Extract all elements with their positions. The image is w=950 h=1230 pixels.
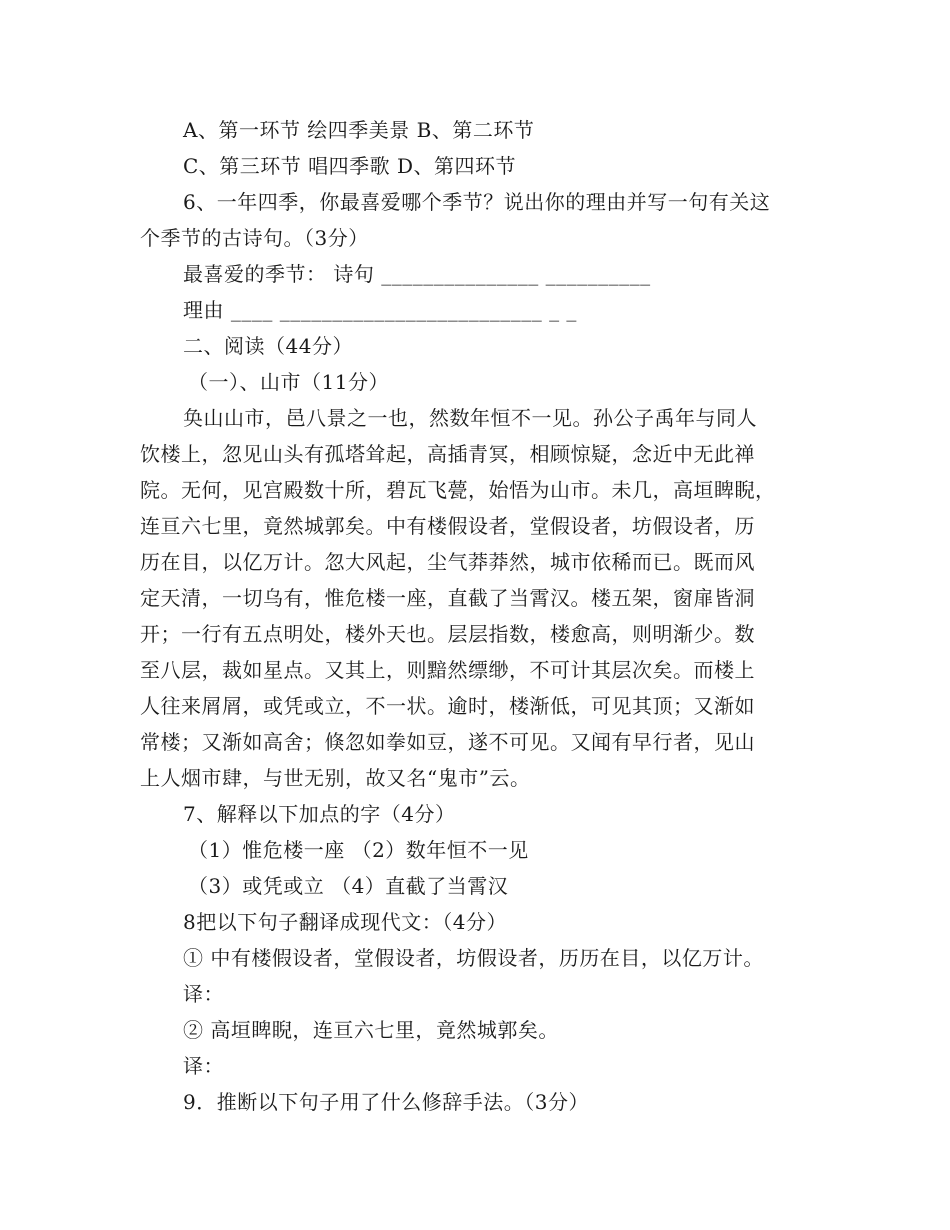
passage-line: 历在目，以亿万计。忽大风起，尘气莽莽然，城市依稀而已。既而风: [140, 550, 755, 574]
answer-reason-line: 理由 ____ _________________________ _ _: [183, 298, 577, 322]
question-6: 6、一年四季，你最喜爱哪个季节？说出你的理由并写一句有关这: [183, 190, 771, 214]
question-8: 8把以下句子翻译成现代文：（4分）: [183, 910, 507, 934]
passage-line: 定天清，一切乌有，惟危楼一座，直截了当霄汉。楼五架，窗扉皆洞: [140, 586, 755, 610]
section-heading-reading: 二、阅读（44分）: [183, 334, 353, 358]
passage-line: 上人烟市肆，与世无别，故又名“鬼市”云。: [140, 766, 531, 790]
question-9: 9．推断以下句子用了什么修辞手法。（3分）: [183, 1090, 589, 1114]
passage-title: （一）、山市（11分）: [188, 370, 389, 394]
passage-line: 院。无何，见宫殿数十所，碧瓦飞甍，始悟为山市。未几，高垣睥睨，: [140, 478, 776, 502]
question-8-sentence-1: ① 中有楼假设者，堂假设者，坊假设者，历历在目，以亿万计。: [183, 946, 764, 970]
passage-line: 连亘六七里，竟然城郭矣。中有楼假设者，堂假设者，坊假设者，历: [140, 514, 755, 538]
option-line-cd: C、第三环节 唱四季歌 D、第四环节: [183, 154, 517, 178]
passage-line: 开；一行有五点明处，楼外天也。层层指数，楼愈高，则明渐少。数: [140, 622, 755, 646]
question-6-cont: 个季节的古诗句。（3分）: [140, 226, 369, 250]
passage-line: 奂山山市，邑八景之一也，然数年恒不一见。孙公子禹年与同人: [183, 406, 757, 430]
answer-season-line: 最喜爱的季节： 诗句 _______________ __________: [183, 262, 651, 286]
question-8-sentence-2: ② 高垣睥睨，连亘六七里，竟然城郭矣。: [183, 1018, 559, 1042]
passage-line: 常楼；又渐如高舍；倏忽如拳如豆，遂不可见。又闻有早行者，见山: [140, 730, 755, 754]
question-7-items-2: （3）或凭或立 （4）直截了当霄汉: [188, 874, 509, 898]
option-line-ab: A、第一环节 绘四季美景 B、第二环节: [183, 118, 535, 142]
question-7: 7、解释以下加点的字（4分）: [183, 802, 456, 826]
question-7-items-1: （1）惟危楼一座 （2）数年恒不一见: [188, 838, 529, 862]
passage-line: 人往来屑屑，或凭或立，不一状。逾时，楼渐低，可见其顶；又渐如: [140, 694, 755, 718]
translation-label-1: 译：: [183, 982, 224, 1006]
passage-line: 饮楼上，忽见山头有孤塔耸起，高插青冥，相顾惊疑，念近中无此禅: [140, 442, 755, 466]
passage-line: 至八层，裁如星点。又其上，则黯然缥缈，不可计其层次矣。而楼上: [140, 658, 755, 682]
translation-label-2: 译：: [183, 1054, 224, 1078]
